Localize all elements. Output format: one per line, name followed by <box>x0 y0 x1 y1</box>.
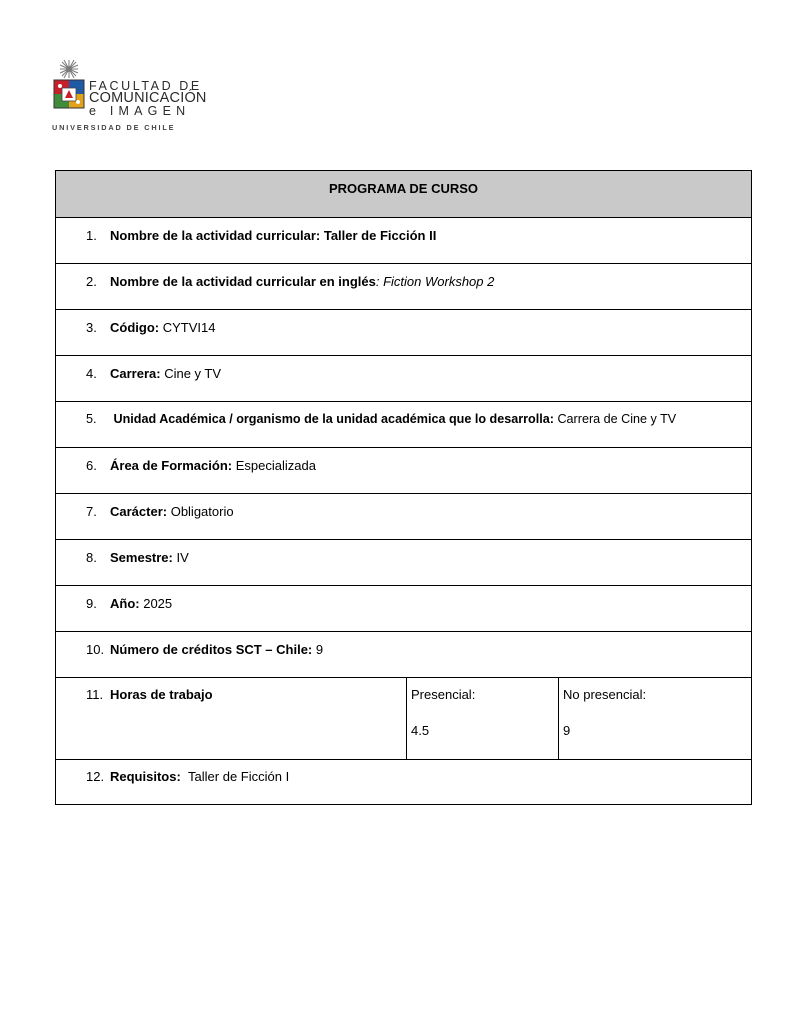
row-year: 9. Año: 2025 <box>56 586 752 632</box>
row-code: 3. Código: CYTVI14 <box>56 310 752 356</box>
presencial-hours-cell <box>407 678 559 760</box>
course-program-table <box>55 170 752 805</box>
row-activity-name-english: 2. Nombre de la actividad curricular en inglés: Fiction Workshop 2 <box>56 264 752 310</box>
row-academic-unit: 5. Unidad Académica / organismo de la unidad académica que lo desarrolla: Carrera de Cine y TV <box>56 402 752 448</box>
logo-line-university: UNIVERSIDAD DE CHILE <box>52 123 176 132</box>
no-presencial-label: No presencial: <box>563 687 647 702</box>
row-semester: 8. Semestre: IV <box>56 540 752 586</box>
logo-line-communication: COMUNICACIÓN <box>89 90 207 106</box>
faculty-logo <box>52 58 222 134</box>
university-crest-icon <box>52 58 88 122</box>
logo-line-faculty: FACULTAD DE <box>89 79 202 93</box>
row-requirements: 12. Requisitos: Taller de Ficción I <box>56 760 752 805</box>
table-title: PROGRAMA DE CURSO <box>56 171 752 218</box>
logo-line-image: e IMAGEN <box>89 104 191 118</box>
row-training-area: 6. Área de Formación: Especializada <box>56 448 752 494</box>
no-presencial-value: 9 <box>563 723 571 738</box>
row-credits: 10. Número de créditos SCT – Chile: 9 <box>56 632 752 678</box>
row-career: 4. Carrera: Cine y TV <box>56 356 752 402</box>
row-character: 7. Carácter: Obligatorio <box>56 494 752 540</box>
no-presencial-hours-cell <box>559 678 752 760</box>
row-work-hours: 11. Horas de trabajo <box>56 678 407 760</box>
row-activity-name: 1. Nombre de la actividad curricular: Taller de Ficción II <box>56 218 752 264</box>
presencial-value: 4.5 <box>411 723 430 738</box>
presencial-label: Presencial: <box>411 687 476 702</box>
